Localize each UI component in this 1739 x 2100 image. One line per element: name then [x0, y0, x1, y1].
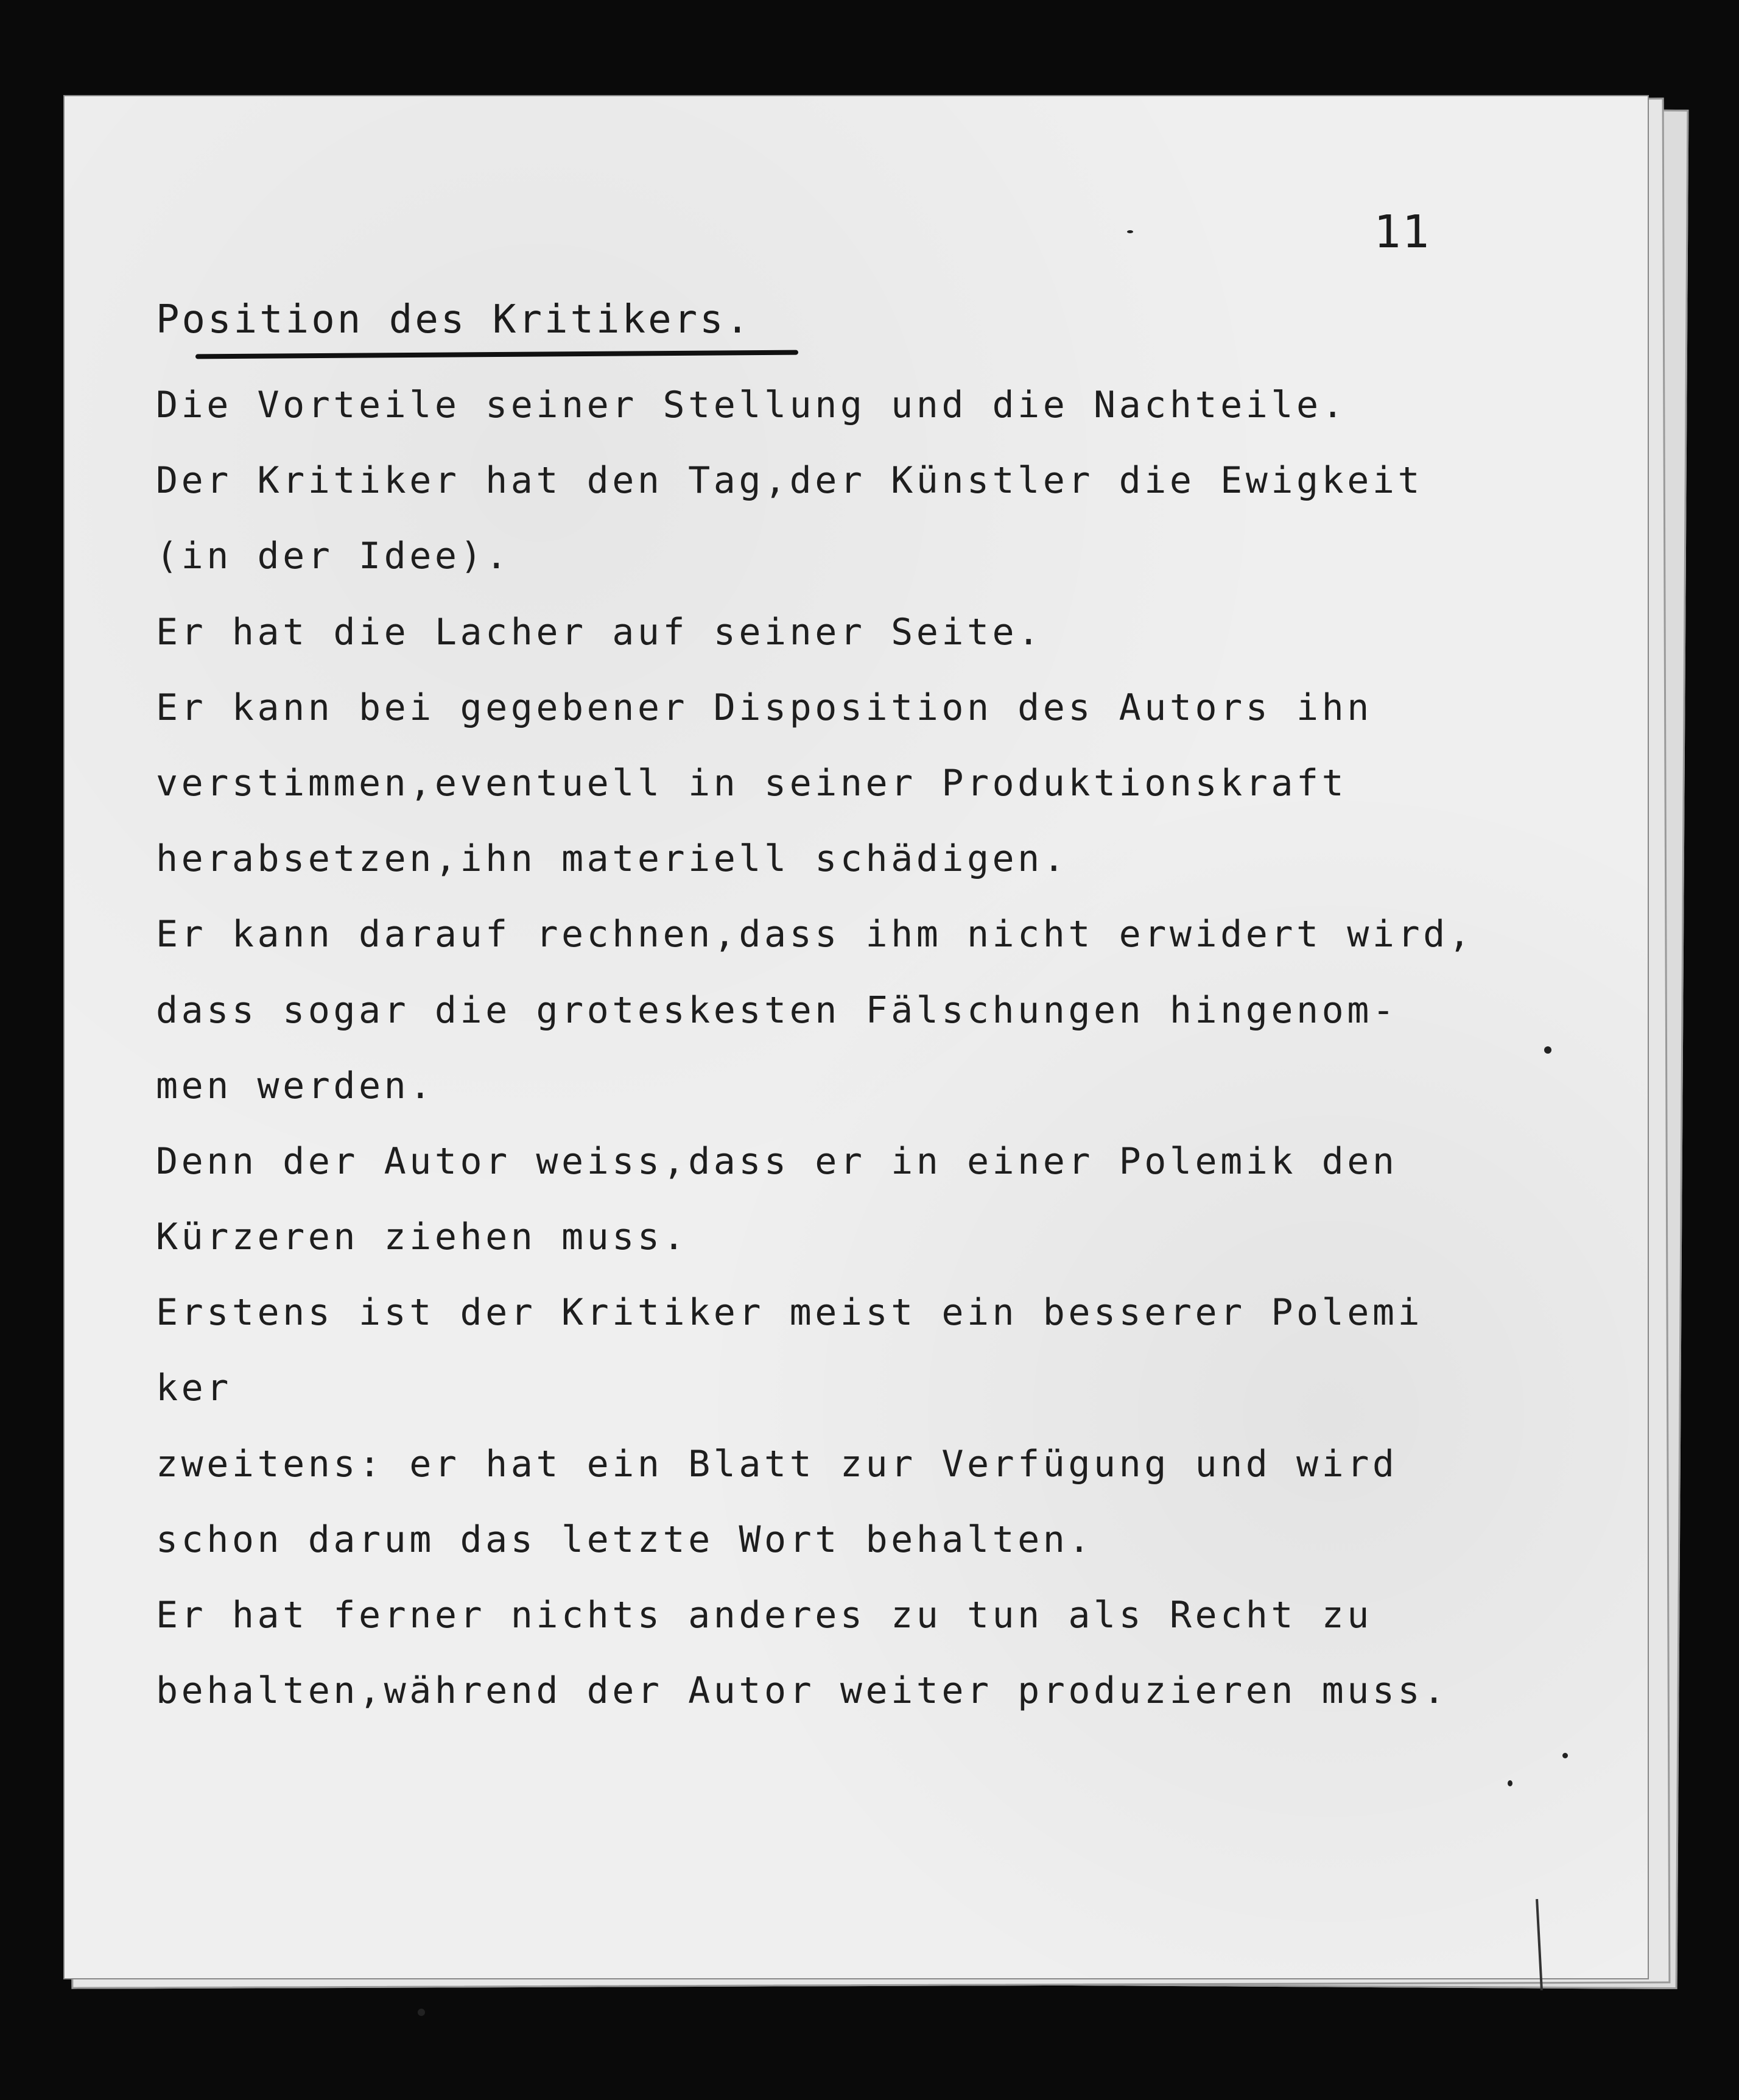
ink-speck	[1544, 1046, 1551, 1054]
text-line: Er kann darauf rechnen,dass ihm nicht erwidert wird,	[156, 913, 1474, 956]
ink-speck	[1508, 1780, 1512, 1786]
text-line: Er hat die Lacher auf seiner Seite.	[156, 610, 1043, 654]
text-line: schon darum das letzte Wort behalten.	[156, 1518, 1094, 1561]
text-line: dass sogar die groteskesten Fälschungen hingenom-	[156, 988, 1398, 1032]
text-line: men werden.	[156, 1064, 435, 1107]
ink-speck	[1562, 1753, 1568, 1758]
text-line: (in der Idee).	[156, 535, 511, 578]
text-line: Die Vorteile seiner Stellung und die Nachteile.	[156, 384, 1347, 426]
text-line: verstimmen,eventuell in seiner Produktionskraft	[156, 761, 1347, 805]
text-line: zweitens: er hat ein Blatt zur Verfügung und wird	[156, 1442, 1398, 1485]
text-line: Erstens ist der Kritiker meist ein besserer Polemi	[156, 1291, 1424, 1334]
text-line: Denn der Autor weiss,dass er in einer Polemik den	[156, 1140, 1398, 1183]
text-line: Er hat ferner nichts anderes zu tun als Recht zu	[156, 1594, 1372, 1637]
heading-underline	[195, 350, 798, 359]
ink-speck	[1127, 230, 1133, 233]
margin-pencil-mark	[1536, 1899, 1543, 1990]
text-line: behalten,während der Autor weiter produzieren muss.	[156, 1669, 1449, 1713]
ink-speck	[418, 2009, 425, 2016]
document-page	[65, 96, 1648, 1978]
page-number: 11	[1374, 206, 1431, 258]
text-line: ker	[156, 1367, 232, 1410]
body-text	[156, 367, 1593, 1728]
text-line: Der Kritiker hat den Tag,der Künstler die Ewigkeit	[156, 459, 1424, 502]
text-line: Er kann bei gegebener Disposition des Autors ihn	[156, 686, 1372, 729]
document-heading: Position des Kritikers.	[156, 297, 752, 342]
text-line: Kürzeren ziehen muss.	[156, 1216, 689, 1259]
text-line: herabsetzen,ihn materiell schädigen.	[156, 837, 1069, 881]
